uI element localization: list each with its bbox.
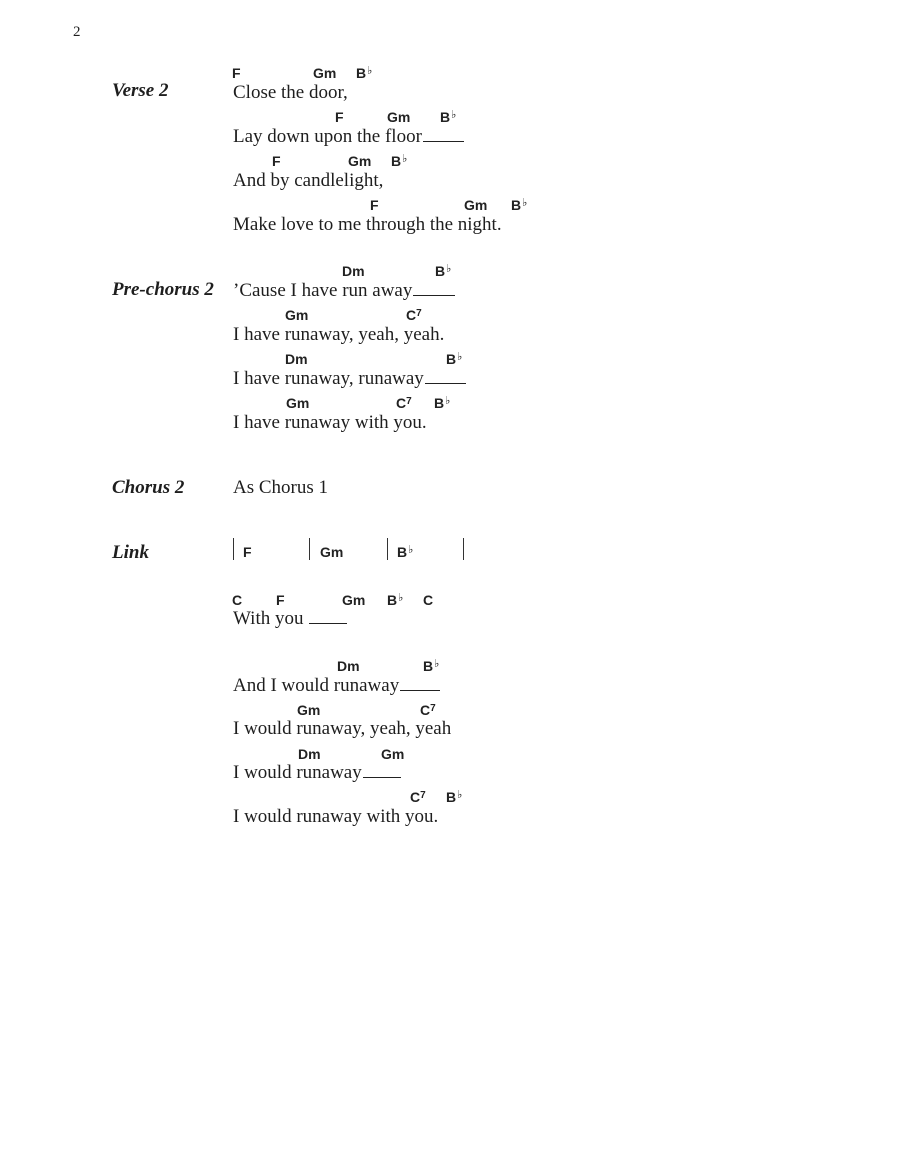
- chord-gm: Gm: [464, 197, 488, 213]
- chord-b-flat: [391, 153, 407, 169]
- lyric-line: [233, 762, 401, 784]
- chord-root: C: [406, 307, 417, 323]
- lyric-line: Close the door,: [233, 82, 348, 103]
- chord-root: B: [435, 263, 446, 279]
- flat-sign: ♭: [522, 197, 528, 209]
- chord-root: B: [440, 109, 451, 125]
- chord-b-flat: [387, 592, 403, 608]
- page-number: 2: [73, 24, 81, 40]
- chord-root: B: [391, 153, 402, 169]
- bar-line: [309, 538, 310, 560]
- chord-gm: Gm: [387, 109, 411, 125]
- chord-root: B: [446, 351, 457, 367]
- chord-c7: [410, 789, 426, 805]
- chord-dm: Dm: [337, 658, 360, 674]
- chord-c7: [396, 395, 412, 411]
- chord-extension: 7: [416, 308, 422, 319]
- lyric-line: [233, 608, 347, 630]
- flat-sign: ♭: [457, 789, 463, 801]
- chord-b-flat: [435, 263, 451, 279]
- chord-b-flat: [440, 109, 456, 125]
- chord-dm: Dm: [285, 351, 308, 367]
- chord-root: C: [396, 395, 407, 411]
- flat-sign: ♭: [367, 65, 373, 77]
- lyric-line: Make love to me through the night.: [233, 214, 502, 235]
- hold-line: [423, 141, 464, 142]
- flat-sign: ♭: [398, 592, 404, 604]
- flat-sign: ♭: [446, 263, 452, 275]
- chord-gm: Gm: [285, 307, 309, 323]
- chord-f: F: [232, 65, 241, 81]
- chord-b-flat: [511, 197, 527, 213]
- lyric-line: I have runaway, yeah, yeah.: [233, 324, 445, 345]
- chord-b-flat: [446, 789, 462, 805]
- chord-extension: 7: [430, 703, 436, 714]
- chord-root: B: [387, 592, 398, 608]
- chord-root: C: [420, 702, 431, 718]
- bar-line: [387, 538, 388, 560]
- chord-c: C: [423, 592, 434, 608]
- chord-gm: Gm: [381, 746, 405, 762]
- chord-gm: Gm: [297, 702, 321, 718]
- chord-extension: 7: [406, 396, 412, 407]
- chord-f: F: [276, 592, 285, 608]
- lyric-line: I would runaway with you.: [233, 806, 439, 827]
- chord-extension: 7: [420, 790, 426, 801]
- lyric-line: [233, 280, 455, 302]
- chord-gm: Gm: [313, 65, 337, 81]
- chord-root: B: [423, 658, 434, 674]
- chord-root: C: [410, 789, 421, 805]
- chord-f: F: [272, 153, 281, 169]
- flat-sign: ♭: [434, 658, 440, 670]
- lyric-text: With you: [233, 608, 309, 629]
- lyric-text: ’Cause I have run away: [233, 280, 413, 301]
- flat-sign: ♭: [445, 395, 451, 407]
- chord-b-flat: [423, 658, 439, 674]
- chord-gm: Gm: [342, 592, 366, 608]
- chorus-reference: As Chorus 1: [233, 477, 329, 498]
- section-label-verse-2: Verse 2: [112, 80, 169, 101]
- chord-b-flat: [397, 544, 413, 560]
- chord-b-flat: [434, 395, 450, 411]
- hold-line: [363, 777, 401, 778]
- flat-sign: ♭: [457, 351, 463, 363]
- chord-f: F: [370, 197, 379, 213]
- hold-line: [309, 623, 347, 624]
- chord-gm: Gm: [286, 395, 310, 411]
- chord-c: C: [232, 592, 243, 608]
- flat-sign: ♭: [408, 544, 414, 556]
- lyric-line: [233, 126, 464, 148]
- lyric-line: [233, 368, 466, 390]
- chord-gm: Gm: [348, 153, 372, 169]
- bar-line: [463, 538, 464, 560]
- chord-root: B: [397, 544, 408, 560]
- chord-dm: Dm: [298, 746, 321, 762]
- lyric-text: I have runaway, runaway: [233, 368, 424, 389]
- lyric-text: I would runaway: [233, 762, 362, 783]
- chord-c7: [406, 307, 422, 323]
- chord-gm: Gm: [320, 544, 344, 560]
- chord-f: F: [243, 544, 252, 560]
- lyric-text: And I would runaway: [233, 675, 400, 696]
- section-label-chorus-2: Chorus 2: [112, 477, 185, 498]
- chord-b-flat: [446, 351, 462, 367]
- lyric-line: And by candlelight,: [233, 170, 384, 191]
- chord-root: B: [511, 197, 522, 213]
- chord-f: F: [335, 109, 344, 125]
- section-label-link: Link: [112, 542, 149, 563]
- lyric-line: [233, 675, 440, 697]
- chord-c7: [420, 702, 436, 718]
- section-label-pre-chorus-2: Pre-chorus 2: [112, 279, 214, 300]
- lyric-text: Lay down upon the floor: [233, 126, 422, 147]
- chord-dm: Dm: [342, 263, 365, 279]
- hold-line: [413, 295, 455, 296]
- chord-root: B: [356, 65, 367, 81]
- bar-line: [233, 538, 234, 560]
- chord-b-flat: [356, 65, 372, 81]
- chord-root: B: [446, 789, 457, 805]
- hold-line: [425, 383, 466, 384]
- lyric-line: I have runaway with you.: [233, 412, 427, 433]
- hold-line: [400, 690, 440, 691]
- flat-sign: ♭: [451, 109, 457, 121]
- flat-sign: ♭: [402, 153, 408, 165]
- lyric-line: I would runaway, yeah, yeah: [233, 718, 452, 739]
- chord-root: B: [434, 395, 445, 411]
